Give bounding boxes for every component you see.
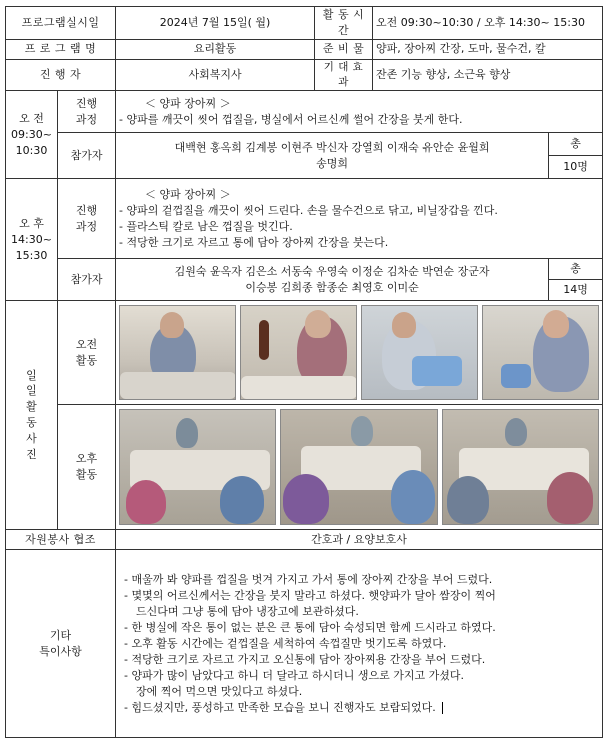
am-photo-2 [240, 305, 357, 400]
pm-photo-2 [280, 409, 437, 525]
effect-label: 기 대 효 과 [315, 59, 373, 90]
am-photos-label: 오전 활동 [58, 301, 116, 405]
am-photo-1 [119, 305, 236, 400]
misc-line-4: - 한 병실에 작은 통이 없는 분은 큰 통에 담아 숙성되면 함께 드시라고 하였다. [124, 620, 496, 634]
am-photo-4 [482, 305, 599, 400]
misc-line-3: 드신다며 그냥 통에 담아 냉장고에 보관하셨다. [136, 604, 359, 618]
am-period-cell [6, 91, 58, 179]
program-label: 프 로 그 램 명 [6, 39, 116, 59]
pm-period-cell [6, 179, 58, 301]
am-period-label: 오 전 [19, 111, 44, 125]
am-process-label: 진행 과정 [58, 91, 116, 133]
am-total-value: 10명 [549, 156, 603, 179]
pm-participants-line1: 김원숙 윤옥자 김은소 서동숙 우영숙 이정순 김차순 박연순 장군자 [174, 264, 490, 278]
effect-value: 잔존 기능 향상, 소근육 향상 [373, 59, 603, 90]
prep-value: 양파, 장아찌 간장, 도마, 물수건, 칼 [373, 39, 603, 59]
pm-process-label: 진행 과정 [58, 179, 116, 259]
misc-line-2: - 몇몇의 어르신께서는 간장을 붓지 말라고 하셨다. 햇양파가 달아 쌈장이 찍어 [124, 589, 496, 603]
misc-line-8: 장에 찍어 먹으면 맛있다고 하셨다. [136, 684, 303, 698]
prep-label: 준 비 물 [315, 39, 373, 59]
pm-period-label: 오 후 [19, 216, 44, 230]
am-total-label: 총 [549, 133, 603, 156]
pm-process-step-3: - 적당한 크기로 자르고 통에 담아 장아찌 간장을 붓는다. [119, 235, 389, 249]
host-value: 사회복지사 [116, 59, 315, 90]
am-process-step: - 양파를 깨끗이 씻어 껍질을, 병실에서 어르신께 썰어 간장을 붓게 한다. [119, 112, 463, 126]
activity-report-table [5, 6, 603, 738]
misc-content [116, 550, 603, 738]
misc-line-5: - 오후 활동 시간에는 겉껍질을 세척하여 속껍질만 벗기도록 하였다. [124, 636, 447, 650]
am-process-content [116, 91, 603, 133]
pm-participants [116, 259, 549, 301]
date-value: 2024년 7월 15일( 월) [116, 7, 315, 40]
pm-participants-line2: 이승봉 김희종 함종순 최영호 이미순 [245, 280, 419, 294]
text-cursor [442, 702, 443, 714]
pm-process-content [116, 179, 603, 259]
volunteer-value: 간호과 / 요양보호사 [116, 530, 603, 550]
am-process-title: ＜ 양파 장아찌 ＞ [145, 96, 231, 110]
pm-photos-cell [116, 405, 603, 530]
pm-period-time-b: 15:30 [15, 248, 48, 262]
pm-total-value: 14명 [549, 280, 603, 301]
am-participants-line2: 송명희 [316, 156, 348, 170]
misc-line-7: - 양파가 많이 남았다고 하니 더 달라고 하시더니 생으로 가지고 가셨다. [124, 668, 464, 682]
program-value: 요리활동 [116, 39, 315, 59]
am-participants-label: 참가자 [58, 133, 116, 179]
am-period-time-b: 10:30 [15, 143, 48, 157]
misc-label: 기타 특이사항 [6, 550, 116, 738]
am-period-time-a: 09:30~ [11, 127, 52, 141]
pm-participants-label: 참가자 [58, 259, 116, 301]
pm-process-step-1: - 양파의 겉껍질을 깨끗이 씻어 드린다. 손을 물수건으로 닦고, 비닐장갑을 낀다. [119, 203, 498, 217]
host-label: 진 행 자 [6, 59, 116, 90]
am-participants-line1: 대백현 홍옥희 김계봉 이현주 박신자 강열희 이재숙 유안순 윤월희 [174, 140, 490, 154]
pm-period-time-a: 14:30~ [11, 232, 52, 246]
photos-section-label: 일 일 활 동 사 진 [6, 301, 58, 530]
pm-photos-label: 오후 활동 [58, 405, 116, 530]
time-label: 활 동 시 간 [315, 7, 373, 40]
pm-process-title: ＜ 양파 장아찌 ＞ [145, 187, 231, 201]
date-label: 프로그램실시일 [6, 7, 116, 40]
am-photos-cell [116, 301, 603, 405]
misc-line-1: - 매울까 봐 양파를 껍질을 벗겨 가지고 가서 통에 장아찌 간장을 부어 드렸다. [124, 573, 493, 587]
misc-line-9: - 힘드셨지만, 풍성하고 만족한 모습을 보니 진행자도 보람되었다. [124, 700, 599, 716]
time-value: 오전 09:30~10:30 / 오후 14:30~ 15:30 [373, 7, 603, 40]
misc-line-6: - 적당한 크기로 자르고 가지고 오신통에 담아 장아찌용 간장을 부어 드렸다. [124, 652, 486, 666]
volunteer-label: 자원봉사 협조 [6, 530, 116, 550]
pm-photo-1 [119, 409, 276, 525]
am-participants [116, 133, 549, 179]
pm-photo-3 [442, 409, 599, 525]
pm-total-label: 총 [549, 259, 603, 280]
am-photo-3 [361, 305, 478, 400]
pm-process-step-2: - 플라스틱 칼로 남은 껍질을 벗긴다. [119, 219, 293, 233]
